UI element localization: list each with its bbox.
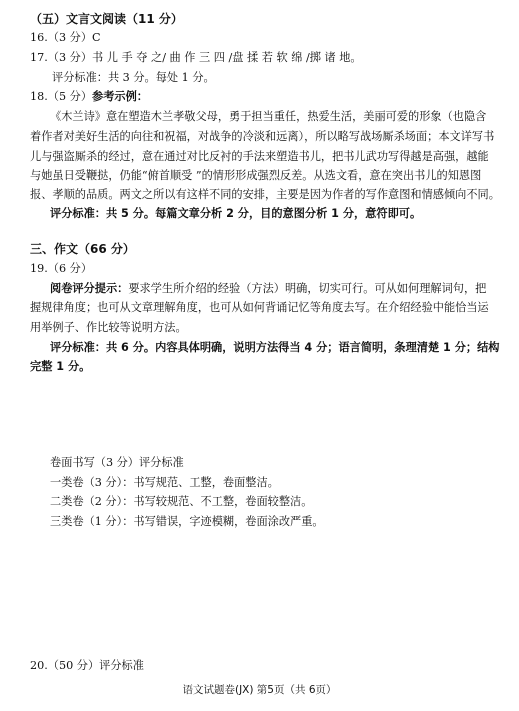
q18-number: 18.（5 分） [30, 90, 93, 103]
q17-answer: 17.（3 分）书 儿 手 夺 之/ 曲 作 三 四 /盘 揉 若 软 绵 /掷 诸 地。 [30, 51, 362, 64]
q19-score-line-2: 完整 1 分。 [30, 360, 91, 373]
q19-line-1 [50, 282, 486, 296]
q18-line-3: 儿与强盗厮杀的经过，意在通过对比反衬的手法来塑造书儿，把书儿武功写得越是高强，越能 [30, 150, 489, 163]
handwriting-title: 卷面书写（3 分）评分标准 [50, 456, 184, 469]
q18-line-5: 报、孝顺的品质。两文之所以有这样不同的安排，主要是因为作者的写作意图和情感倾向不同。 [30, 188, 500, 201]
handwriting-item-1: 一类卷（3 分）：书写规范、工整，卷面整洁。 [50, 476, 279, 489]
q16-answer: 16.（3 分）C [30, 31, 101, 44]
q19-line-2: 握规律角度；也可从文章理解角度，也可从如何背诵记忆等角度去写。在介绍经验中能恰当运 [30, 301, 489, 314]
q18-label: 参考示例： [92, 90, 148, 103]
q19-text-1: 要求学生所介绍的经验（方法）明确，切实可行。可从如何理解词句，把 [128, 282, 487, 295]
page-footer: 语文试题卷(JX) 第5页（共 6页） [182, 684, 337, 696]
section5-heading: （五）文言文阅读（11 分） [30, 12, 183, 26]
section3-heading: 三、作文（66 分） [30, 242, 135, 256]
q17-score: 评分标准：共 3 分。每处 1 分。 [52, 71, 215, 84]
q19-score-line-1: 评分标准：共 6 分。内容具体明确，说明方法得当 4 分；语言简明，条理清楚 1 分；结构 [50, 341, 500, 354]
handwriting-item-3: 三类卷（1 分）：书写错误，字迹模糊，卷面涂改严重。 [50, 515, 324, 528]
q18-line-4: 与她虽日受鞭挞，仍能“俯首顺受 ”的情形形成强烈反差。从选文看，意在突出书儿的知恩图 [30, 169, 482, 182]
q20-heading: 20.（50 分）评分标准 [30, 659, 144, 672]
q18-line-2: 着作者对美好生活的向往和祝福，对战争的冷淡和远离），所以略写战场厮杀场面；本文详写书 [30, 130, 495, 143]
q18-header [30, 90, 148, 104]
q19-line-3: 用举例子、作比较等说明方法。 [30, 321, 187, 334]
q19-number: 19.（6 分） [30, 262, 93, 275]
q18-score: 评分标准：共 5 分。每篇文章分析 2 分，目的意图分析 1 分，意符即可。 [50, 207, 422, 220]
q19-label: 阅卷评分提示： [50, 282, 129, 295]
q18-line-1: 《木兰诗》意在塑造木兰孝敬父母，勇于担当重任，热爱生活，美丽可爱的形象（也隐含 [50, 110, 487, 123]
handwriting-item-2: 二类卷（2 分）：书写较规范、不工整，卷面较整洁。 [50, 495, 313, 508]
